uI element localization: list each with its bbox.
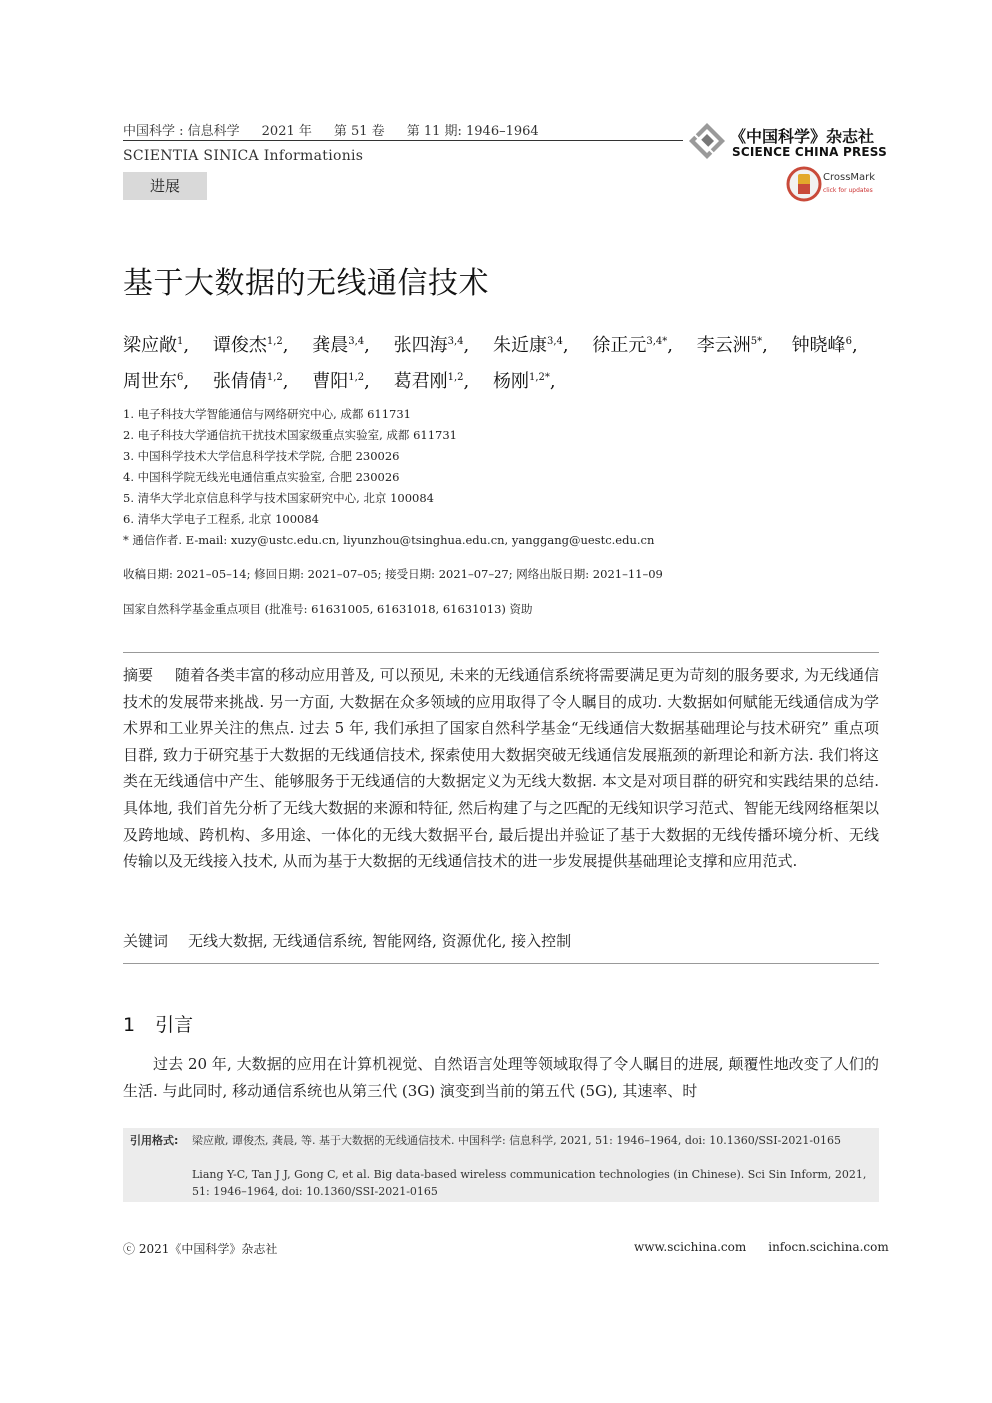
journal-issue-pages: 第 11 期: 1946–1964 [406,124,539,139]
crossmark-icon[interactable] [786,166,822,202]
journal-volume: 第 51 卷 [333,124,385,139]
section-number: 1 [123,1014,136,1036]
author-name-text: 龚晨 [312,335,349,356]
author-list [123,326,883,398]
abstract [123,662,879,875]
author-affiliation-mark: 1,2 [266,336,283,347]
author-name-text: 李云洲 [696,335,751,356]
citation-cn: 梁应敞, 谭俊杰, 龚晨, 等. 基于大数据的无线通信技术. 中国科学: 信息科学, 2021, 51: 1946–1964, doi: 10.1360/SSI-2021-0165 [192,1134,842,1147]
journal-name-en: SCIENTIA SINICA Informationis [123,148,364,164]
affiliation-item: 1. 电子科技大学智能通信与网络研究中心, 成都 611731 [123,407,411,421]
affiliation-item: 3. 中国科学技术大学信息科学技术学院, 合肥 230026 [123,449,400,463]
journal-name-cn: 中国科学 : 信息科学 [123,124,240,139]
author-affiliation-mark: 3,4 [546,336,563,347]
author-affiliation-mark: 5* [750,336,763,347]
citation-en: Liang Y-C, Tan J J, Gong C, et al. Big data-based wireless communication technologies (in Chinese). Sci Sin Inform, 2021, 51: 1946–1964, doi: 10.1360/SSI-2021-0165 [192,1168,867,1198]
author-affiliation-mark: 6 [845,336,852,347]
author-affiliation-mark: 1,2 [348,372,365,383]
author-name: 李云洲$^{5*}$, [696,335,768,356]
author-name: 梁应敞$^1$, [123,335,190,356]
author-name: 葛君刚$^{1,2}$, [393,371,470,392]
keywords-text: 无线大数据, 无线通信系统, 智能网络, 资源优化, 接入控制 [188,932,572,950]
copyright: ⓒ 2021《中国科学》杂志社 [123,1242,278,1256]
section-title: 引言 [155,1014,194,1036]
affiliation-list [123,404,654,551]
link-infocn[interactable]: infocn.scichina.com [768,1240,889,1254]
author-name-text: 徐正元 [592,335,647,356]
author-affiliation-mark: 1 [177,336,184,347]
author-affiliation-mark: 3,4 [447,336,464,347]
author-name: 龚晨$^{3,4}$, [312,335,370,356]
paper-title: 基于大数据的无线通信技术 [123,266,489,301]
author-affiliation-mark: 3,4 [348,336,365,347]
section-heading [123,1010,193,1037]
author-affiliation-mark: 6 [177,372,184,383]
author-name-text: 谭俊杰 [212,335,267,356]
section-tag: 进展 [123,172,207,200]
author-name: 杨刚$^{1,2*}$, [492,371,556,392]
keywords-label: 关键词 [123,932,169,950]
author-name-text: 杨刚 [492,371,529,392]
abstract-label: 摘要 [123,666,154,684]
affiliation-item: 2. 电子科技大学通信抗干扰技术国家级重点实验室, 成都 611731 [123,428,457,442]
corresponding-author: * 通信作者. E-mail: xuzy@ustc.edu.cn, liyunzhou@tsinghua.edu.cn, yanggang@uestc.edu.cn [123,533,655,547]
author-name-text: 葛君刚 [393,371,448,392]
journal-citation-line [123,120,561,139]
link-scichina[interactable]: www.scichina.com [634,1240,747,1254]
affiliation-item: 6. 清华大学电子工程系, 北京 100084 [123,512,319,526]
author-name-text: 朱近康 [492,335,547,356]
crossmark-label[interactable]: CrossMark [823,172,876,183]
author-name-text: 钟晓峰 [791,335,846,356]
publisher-name-cn: 《中国科学》杂志社 [730,127,875,146]
author-name: 朱近康$^{3,4}$, [492,335,569,356]
citation-label: 引用格式: [130,1134,179,1147]
science-china-press-logo-icon [688,122,726,160]
author-name: 曹阳$^{1,2}$, [312,371,370,392]
author-name: 周世东$^6$, [123,371,190,392]
publisher-name-en: SCIENCE CHINA PRESS [732,145,887,159]
abstract-bottom-rule [123,963,879,964]
crossmark-sublabel: click for updates [823,187,873,194]
affiliation-item: 5. 清华大学北京信息科学与技术国家研究中心, 北京 100084 [123,491,434,505]
footer-links [612,1240,889,1254]
abstract-text: 随着各类丰富的移动应用普及, 可以预见, 未来的无线通信系统将需要满足更为苛刻的服务要求, 为无线通信技术的发展带来挑战. 另一方面, 大数据在众多领域的应用取得了令人瞩目的成功. 大数据如何赋能无线通信成为学术界和工业界关注的焦点. 过去 5 年, 我们承担了国家自然科学基金“无线通信大数据基础理论与技术研究” 重点项目群, 致力于研究基于大数据的无线通信技术, 探索使用大数据突破无线通信发展瓶颈的新理论和新方法. 我们将这类在无线通信中产生、能够服务于无线通信的大数据定义为无线大数据. 本文是对项目群的研究和实践结果的总结. 具体地, 我们首先分析了无线大数据的来源和特征, 然后构建了与之匹配的无线知识学习范式、智能无线网络框架以及跨地域、跨机构、多用途、一体化的无线大数据平台, 最后提出并验证了基于大数据的无线传播环境分析、无线传输以及无线接入技术, 从而为基于大数据的无线通信技术的进一步发展提供基础理论支撑和应用范式. [123,666,879,871]
keywords [123,930,571,951]
author-name: 徐正元$^{3,4*}$, [592,335,673,356]
author-name-text: 张倩倩 [212,371,267,392]
author-name: 张四海$^{3,4}$, [393,335,470,356]
affiliation-item: 4. 中国科学院无线光电通信重点实验室, 合肥 230026 [123,470,400,484]
author-name-text: 曹阳 [312,371,349,392]
author-affiliation-mark: 1,2 [447,372,464,383]
author-name: 钟晓峰$^6$, [791,335,858,356]
funding-note: 国家自然科学基金重点项目 (批准号: 61631005, 61631018, 61631013) 资助 [123,602,533,616]
journal-year: 2021 年 [261,124,312,139]
header-rule [123,140,683,141]
author-affiliation-mark: 3,4* [646,336,668,347]
author-name: 谭俊杰$^{1,2}$, [212,335,289,356]
author-name-text: 周世东 [123,371,177,392]
author-affiliation-mark: 1,2* [528,372,550,383]
abstract-top-rule [123,652,879,653]
author-affiliation-mark: 1,2 [266,372,283,383]
publication-dates: 收稿日期: 2021–05–14; 修回日期: 2021–07–05; 接受日期: 2021–07–27; 网络出版日期: 2021–11–09 [123,567,663,581]
author-name: 张倩倩$^{1,2}$, [212,371,289,392]
author-name-text: 张四海 [393,335,448,356]
section-body-text: 过去 20 年, 大数据的应用在计算机视觉、自然语言处理等领域取得了令人瞩目的进展, 颠覆性地改变了人们的生活. 与此同时, 移动通信系统也从第三代 (3G) 演变到当前的第五代 (5G), 其速率、时 [123,1055,879,1100]
author-name-text: 梁应敞 [123,335,177,356]
